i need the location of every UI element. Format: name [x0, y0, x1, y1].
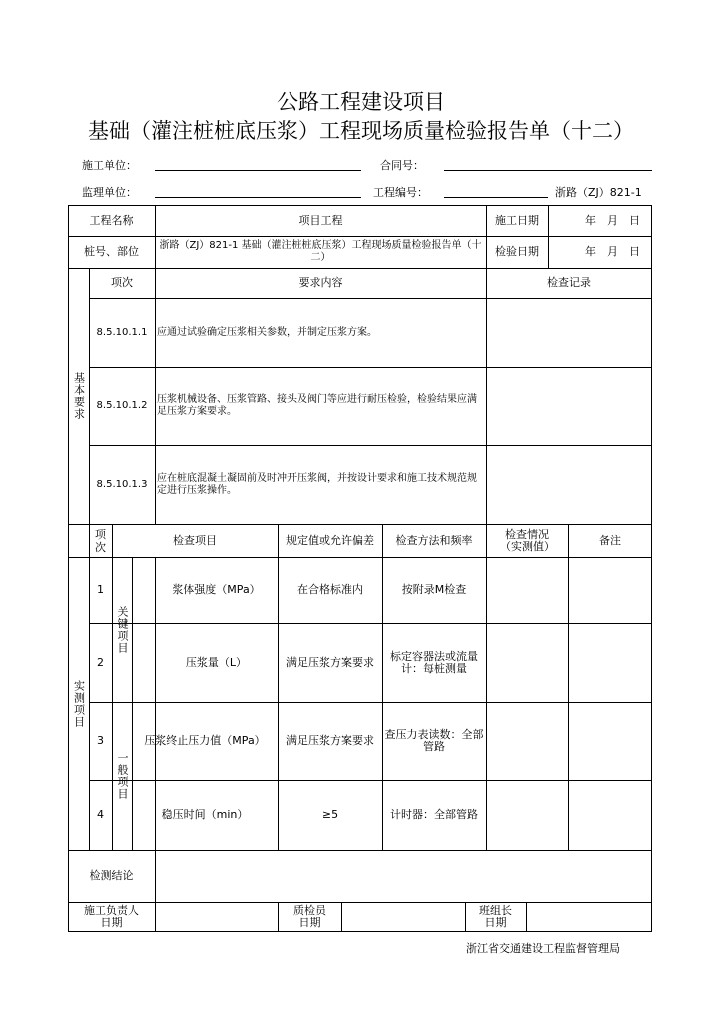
measured-row-item: 压浆终止压力值（MPa） — [144, 734, 266, 747]
project-name-value[interactable]: 项目工程 — [298, 213, 343, 227]
basic-row-code: 8.5.10.1.1 — [96, 326, 148, 338]
contract-no-label: 合同号： — [380, 159, 424, 172]
measured-row-spec: 在合格标准内 — [297, 583, 363, 596]
project-code-field[interactable] — [444, 197, 548, 198]
basic-row-record[interactable] — [486, 298, 652, 367]
measured-row-note[interactable] — [568, 702, 652, 780]
basic-col-content: 要求内容 — [298, 276, 343, 289]
page-title-line2: 基础（灌注桩桩底压浆）工程现场质量检验报告单（十二） — [88, 119, 634, 143]
basic-row-code: 8.5.10.1.2 — [96, 400, 148, 411]
basic-row-text: 应通过试验确定压浆相关参数，并制定压浆方案。 — [157, 326, 377, 338]
measured-row-method: 查压力表读数：全部管路 — [384, 728, 484, 753]
basic-col-record: 检查记录 — [547, 276, 591, 289]
page-title-line1: 公路工程建设项目 — [277, 90, 445, 114]
measured-row-item: 压浆量（L） — [185, 655, 248, 669]
construction-unit-field[interactable] — [155, 170, 361, 171]
supervision-unit-label: 监理单位： — [82, 186, 137, 199]
basic-row-record[interactable] — [486, 445, 652, 524]
contract-no-field[interactable] — [444, 170, 652, 171]
project-name-label: 工程名称 — [89, 213, 134, 227]
construction-date-label: 施工日期 — [495, 213, 539, 227]
measured-row-no: 4 — [97, 808, 104, 821]
constructor-signature-label: 施工负责人日期 — [84, 903, 139, 929]
measured-section-label: 实测项目 — [72, 679, 86, 728]
basic-row-record[interactable] — [486, 367, 652, 445]
team-leader-signature-field[interactable] — [526, 902, 652, 931]
basic-col-item: 项次 — [111, 276, 133, 289]
basic-section-label: 基本要求 — [72, 372, 86, 420]
project-code-label: 工程编号： — [373, 186, 428, 199]
measured-row-no: 3 — [97, 734, 104, 747]
measured-col-spec: 规定值或允许偏差 — [286, 533, 374, 547]
supervision-unit-field[interactable] — [155, 197, 361, 198]
measured-row-result[interactable] — [486, 702, 568, 780]
measured-row-result[interactable] — [486, 557, 568, 623]
station-value[interactable]: 浙路（ZJ）821-1 基础（灌注桩桩底压浆）工程现场质量检验报告单（十二） — [159, 240, 482, 263]
inspection-date-value[interactable]: 年 月 日 — [585, 245, 640, 258]
conclusion-field[interactable] — [155, 850, 652, 902]
key-items-label: 关键项目 — [116, 605, 129, 654]
measured-row-item: 浆体强度（MPa） — [172, 583, 261, 596]
inspection-form — [68, 205, 652, 932]
inspector-signature-label: 质检员日期 — [293, 903, 326, 929]
measured-row-result[interactable] — [486, 780, 568, 850]
measured-col-method: 检查方法和频率 — [395, 533, 473, 547]
measured-row-method: 按附录M检查 — [401, 583, 467, 596]
measured-row-no: 1 — [97, 583, 104, 596]
measured-row-no: 2 — [97, 655, 104, 669]
measured-col-item: 检查项目 — [173, 533, 217, 547]
team-leader-signature-label: 班组长日期 — [479, 903, 512, 929]
measured-row-spec: ≥5 — [321, 808, 339, 821]
basic-row-text: 应在桩底混凝土凝固前及时冲开压浆阀，并按设计要求和施工技术规范规定进行压浆操作。 — [157, 472, 477, 496]
issuing-authority: 浙江省交通建设工程监督管理局 — [466, 942, 620, 955]
conclusion-label: 检测结论 — [89, 869, 134, 882]
construction-date-value[interactable]: 年 月 日 — [585, 213, 640, 227]
measured-row-item: 稳压时间（min） — [161, 808, 249, 821]
basic-row-code: 8.5.10.1.3 — [96, 478, 148, 490]
measured-row-note[interactable] — [568, 780, 652, 850]
measured-row-method: 计时器：全部管路 — [390, 808, 478, 821]
form-code: 浙路（ZJ）821-1 — [555, 186, 642, 199]
constructor-signature-field[interactable] — [155, 902, 278, 931]
measured-col-no: 项次 — [95, 527, 106, 554]
measured-row-result[interactable] — [486, 623, 568, 702]
measured-row-spec: 满足压浆方案要求 — [286, 734, 374, 747]
measured-col-note: 备注 — [599, 533, 621, 547]
inspection-date-label: 检验日期 — [495, 245, 539, 258]
measured-row-note[interactable] — [568, 623, 652, 702]
measured-col-result: 检查情况（实测值） — [500, 527, 555, 553]
inspector-signature-field[interactable] — [341, 902, 465, 931]
construction-unit-label: 施工单位： — [82, 159, 137, 172]
measured-row-method: 标定容器法或流量计：每桩测量 — [390, 649, 478, 675]
basic-row-text: 压浆机械设备、压浆管路、接头及阀门等应进行耐压检验，检验结果应满足压浆方案要求。 — [157, 394, 477, 417]
measured-row-spec: 满足压浆方案要求 — [286, 655, 374, 669]
station-label: 桩号、部位 — [84, 245, 139, 258]
general-items-label: 一般项目 — [116, 752, 129, 800]
measured-row-note[interactable] — [568, 557, 652, 623]
